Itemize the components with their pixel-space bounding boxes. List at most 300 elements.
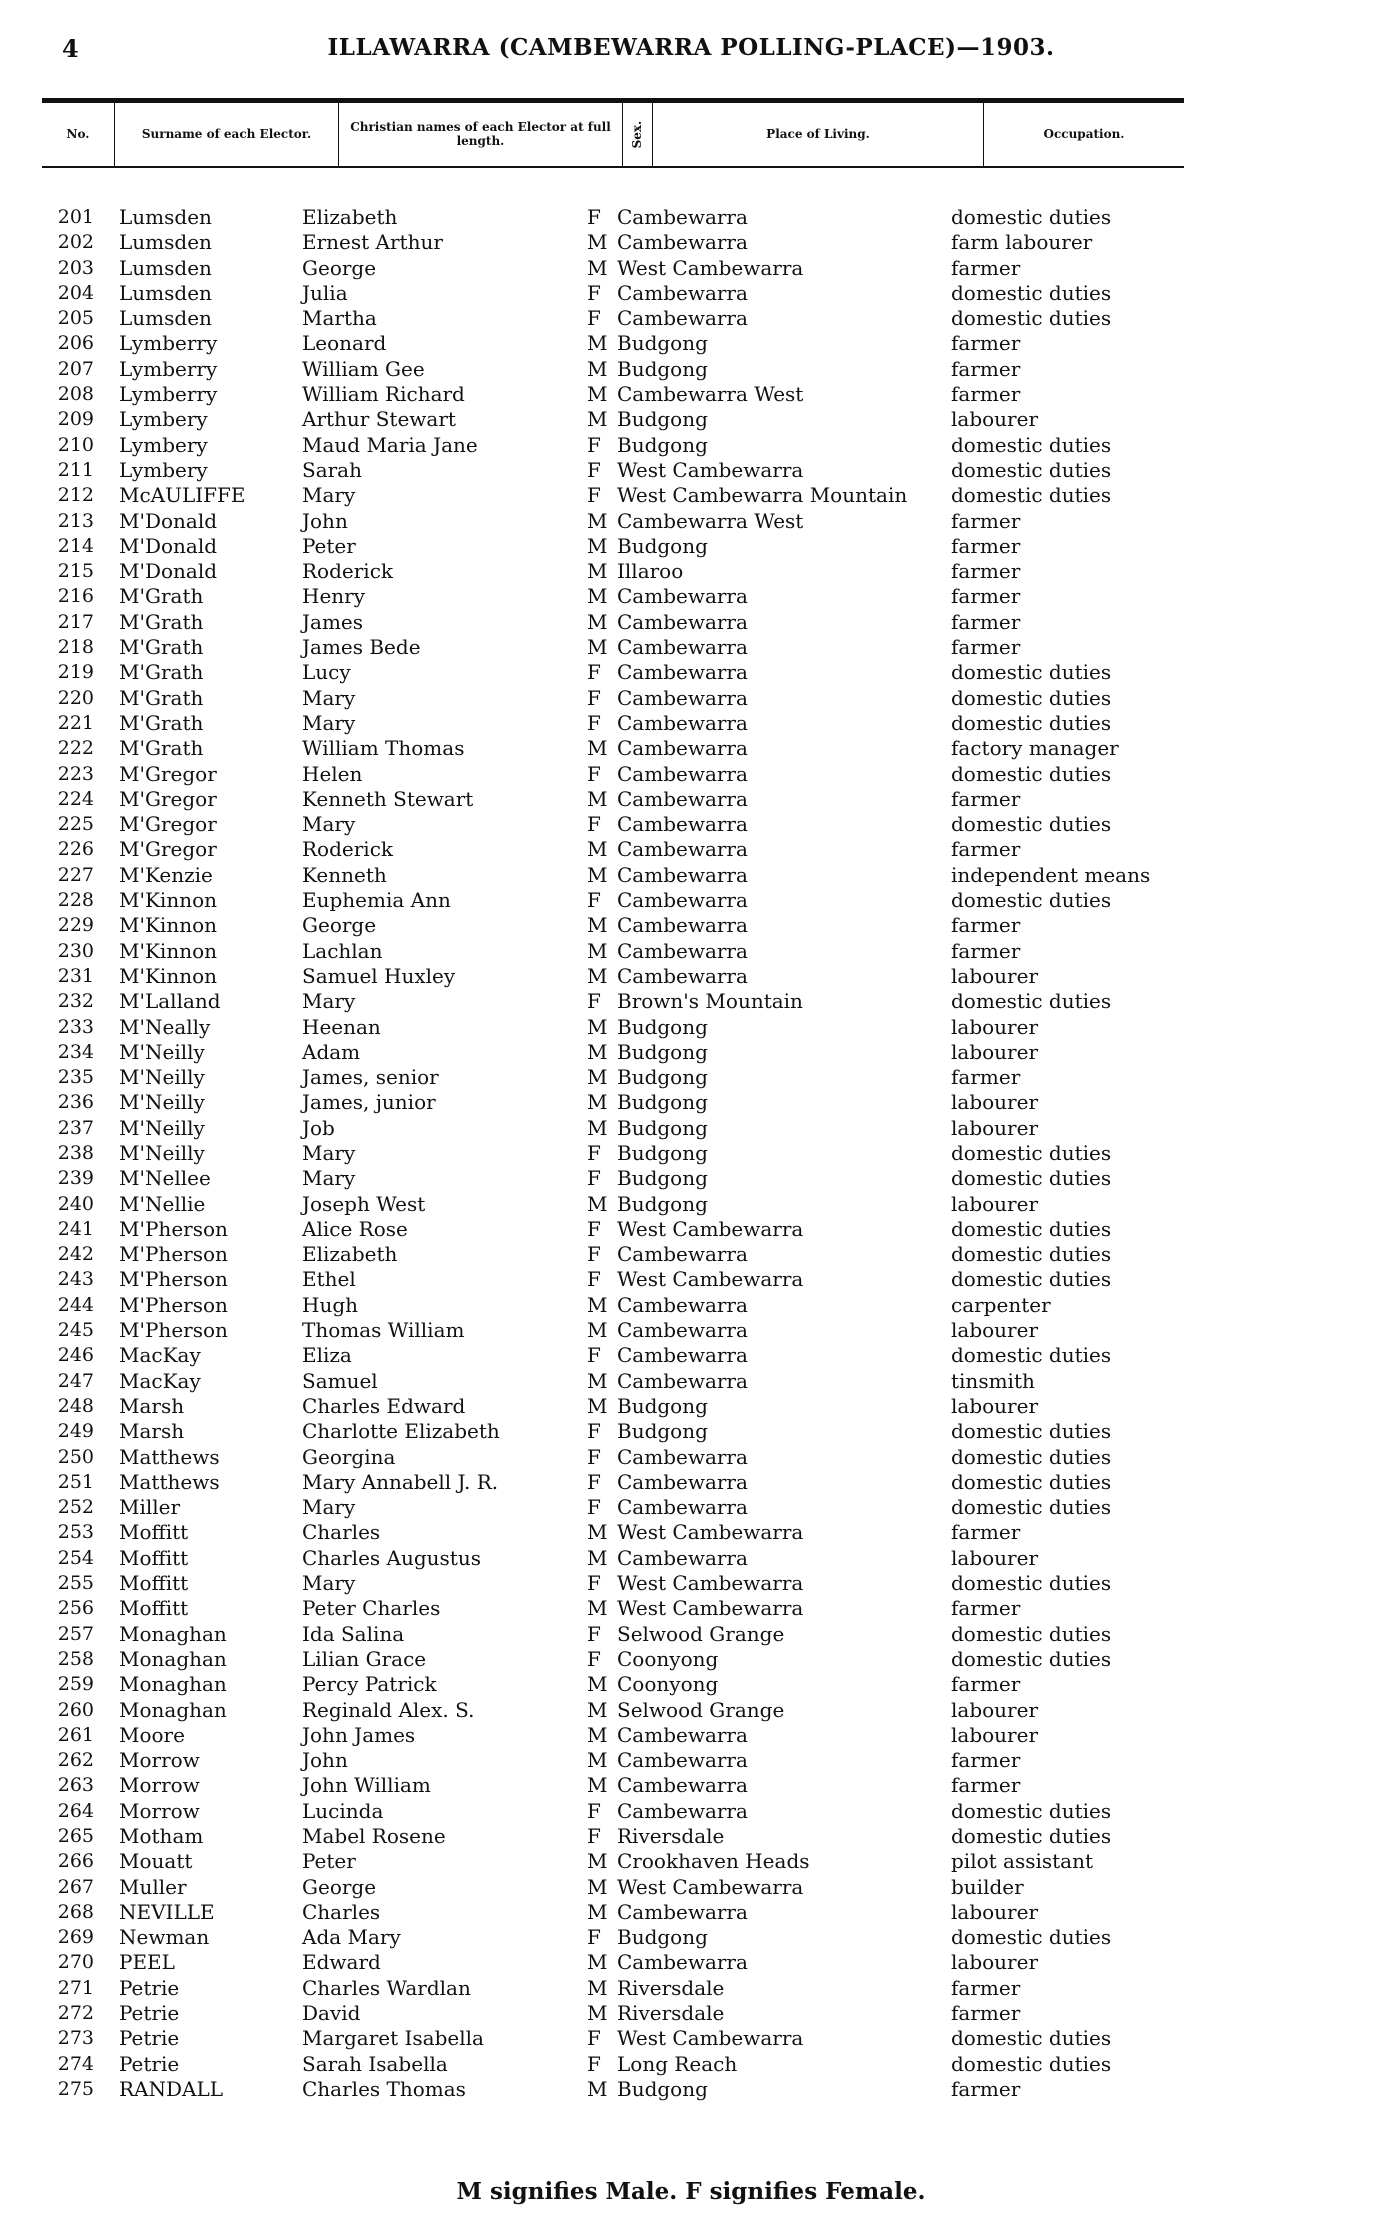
place: Cambewarra xyxy=(617,1343,748,1368)
christian-names: George xyxy=(302,1874,377,1899)
occupation: labourer xyxy=(951,1115,1039,1140)
sex: F xyxy=(587,205,601,229)
row-number: 243 xyxy=(57,1268,94,1291)
place: Cambewarra xyxy=(617,635,748,660)
row-number: 218 xyxy=(57,636,94,659)
place: Cambewarra xyxy=(617,862,748,887)
place: Budgong xyxy=(617,1065,708,1090)
surname: M'Gregor xyxy=(119,837,217,862)
surname: M'Neilly xyxy=(119,1065,205,1090)
occupation: farmer xyxy=(951,1748,1021,1773)
surname: M'Kenzie xyxy=(119,862,213,887)
place: Budgong xyxy=(617,331,708,356)
surname: McAULIFFE xyxy=(119,483,246,508)
table-row xyxy=(0,256,1382,281)
occupation: domestic duties xyxy=(951,1216,1112,1241)
surname: Lymberry xyxy=(119,356,218,381)
place: Cambewarra xyxy=(617,609,748,634)
surname: M'Kinnon xyxy=(119,938,217,963)
row-number: 242 xyxy=(57,1243,94,1266)
table-row xyxy=(0,1950,1382,1975)
surname: Monaghan xyxy=(119,1697,227,1722)
row-number: 224 xyxy=(57,787,94,810)
sex: M xyxy=(587,559,608,584)
row-number: 226 xyxy=(57,838,94,861)
christian-names: Kenneth xyxy=(302,862,387,887)
row-number: 227 xyxy=(57,863,94,886)
sex: M xyxy=(587,533,608,558)
place: Cambewarra xyxy=(617,1722,748,1747)
sex: M xyxy=(587,1393,608,1418)
row-number: 241 xyxy=(57,1217,94,1240)
surname: MacKay xyxy=(119,1343,201,1368)
footer-note: M signifies Male. F signifies Female. xyxy=(456,2178,926,2205)
place: Riversdale xyxy=(617,1824,725,1848)
surname: M'Grath xyxy=(119,660,204,685)
christian-names: Heenan xyxy=(302,1014,381,1039)
sex: M xyxy=(587,584,608,609)
occupation: labourer xyxy=(951,963,1039,988)
surname: M'Grath xyxy=(119,710,204,735)
sex: M xyxy=(587,1748,608,1773)
sex: F xyxy=(587,1140,601,1165)
sex: M xyxy=(587,1039,608,1064)
row-number: 232 xyxy=(57,990,94,1013)
row-number: 240 xyxy=(57,1192,94,1215)
place: Cambewarra xyxy=(617,1242,748,1267)
occupation: farmer xyxy=(951,1672,1021,1697)
sex: M xyxy=(587,1368,608,1393)
place: Budgong xyxy=(617,1039,708,1064)
surname: Lumsden xyxy=(119,205,212,229)
surname: M'Grath xyxy=(119,685,204,710)
row-number: 271 xyxy=(57,1976,94,1999)
sex: F xyxy=(587,1267,601,1292)
surname: Morrow xyxy=(119,1798,200,1823)
table-row xyxy=(0,281,1382,306)
row-number: 267 xyxy=(57,1875,94,1898)
surname: Lymbery xyxy=(119,457,208,482)
table-row xyxy=(0,1318,1382,1343)
place: Budgong xyxy=(617,533,708,558)
occupation: domestic duties xyxy=(951,1469,1112,1494)
surname: M'Pherson xyxy=(119,1216,228,1241)
row-number: 234 xyxy=(57,1040,94,1063)
sex: M xyxy=(587,1975,608,2000)
place: Cambewarra xyxy=(617,205,748,229)
surname: M'Grath xyxy=(119,584,204,609)
table-row xyxy=(0,331,1382,356)
occupation: domestic duties xyxy=(951,1571,1112,1596)
surname: Monaghan xyxy=(119,1621,227,1646)
table-row xyxy=(0,1799,1382,1824)
surname: M'Kinnon xyxy=(119,913,217,938)
table-row xyxy=(0,787,1382,812)
row-number: 254 xyxy=(57,1546,94,1569)
row-number: 206 xyxy=(57,332,94,355)
sex: M xyxy=(587,609,608,634)
occupation: builder xyxy=(951,1874,1024,1899)
table-row xyxy=(0,1217,1382,1242)
surname: Petrie xyxy=(119,2051,180,2076)
row-number: 248 xyxy=(57,1394,94,1417)
table-row xyxy=(0,1875,1382,1900)
christian-names: Lilian Grace xyxy=(302,1646,427,1671)
row-number: 252 xyxy=(57,1496,94,1519)
surname: Monaghan xyxy=(119,1646,227,1671)
row-number: 216 xyxy=(57,585,94,608)
occupation: domestic duties xyxy=(951,306,1112,331)
place: Cambewarra xyxy=(617,761,748,786)
header-sex-label: Sex. xyxy=(629,120,644,149)
table-row xyxy=(0,1546,1382,1571)
sex: F xyxy=(587,710,601,735)
surname: Marsh xyxy=(119,1419,185,1444)
sex: F xyxy=(587,1646,601,1671)
table-row xyxy=(0,1596,1382,1621)
row-number: 255 xyxy=(57,1572,94,1595)
row-number: 237 xyxy=(57,1116,94,1139)
sex: F xyxy=(587,1469,601,1494)
sex: M xyxy=(587,1014,608,1039)
place: Cambewarra xyxy=(617,837,748,862)
christian-names: George xyxy=(302,255,377,280)
sex: M xyxy=(587,736,608,761)
surname: Matthews xyxy=(119,1444,220,1469)
sex: M xyxy=(587,938,608,963)
surname: Moore xyxy=(119,1722,185,1747)
table-row xyxy=(0,1723,1382,1748)
sex: M xyxy=(587,1722,608,1747)
place: Long Reach xyxy=(617,2051,738,2076)
christian-names: Hugh xyxy=(302,1292,359,1317)
occupation: tinsmith xyxy=(951,1368,1035,1393)
row-number: 205 xyxy=(57,307,94,330)
surname: RANDALL xyxy=(119,2076,224,2101)
row-number: 217 xyxy=(57,610,94,633)
christian-names: Samuel Huxley xyxy=(302,963,456,988)
sex: M xyxy=(587,862,608,887)
row-number: 221 xyxy=(57,711,94,734)
christian-names: James xyxy=(302,609,364,634)
christian-names: Leonard xyxy=(302,331,387,356)
occupation: labourer xyxy=(951,1722,1039,1747)
table-row xyxy=(0,736,1382,761)
occupation: domestic duties xyxy=(951,1419,1112,1444)
christian-names: Thomas William xyxy=(302,1318,465,1343)
row-number: 263 xyxy=(57,1774,94,1797)
occupation: labourer xyxy=(951,1697,1039,1722)
table-row xyxy=(0,2052,1382,2077)
occupation: labourer xyxy=(951,1545,1039,1570)
place: Budgong xyxy=(617,1166,708,1191)
surname: M'Neally xyxy=(119,1014,211,1039)
sex: M xyxy=(587,382,608,407)
header-christian-names: Christian names of each Elector at full length. xyxy=(339,103,623,166)
place: Cambewarra xyxy=(617,1773,748,1798)
surname: M'Gregor xyxy=(119,812,217,837)
occupation: domestic duties xyxy=(951,1444,1112,1469)
place: Cambewarra xyxy=(617,1748,748,1773)
sex: F xyxy=(587,1242,601,1267)
occupation: farmer xyxy=(951,837,1021,862)
occupation: domestic duties xyxy=(951,1166,1112,1191)
place: Cambewarra xyxy=(617,306,748,331)
table-row xyxy=(0,989,1382,1014)
surname: Moffitt xyxy=(119,1571,189,1596)
row-number: 231 xyxy=(57,964,94,987)
row-number: 228 xyxy=(57,889,94,912)
surname: Lumsden xyxy=(119,280,212,305)
sex: M xyxy=(587,2001,608,2026)
sex: M xyxy=(587,1697,608,1722)
christian-names: Ada Mary xyxy=(302,1925,401,1950)
place: Budgong xyxy=(617,1140,708,1165)
row-number: 250 xyxy=(57,1445,94,1468)
surname: M'Neilly xyxy=(119,1090,205,1115)
table-row xyxy=(0,407,1382,432)
place: Budgong xyxy=(617,432,708,457)
row-number: 261 xyxy=(57,1723,94,1746)
occupation: domestic duties xyxy=(951,280,1112,305)
place: Cambewarra xyxy=(617,685,748,710)
header-place: Place of Living. xyxy=(653,103,984,166)
place: Cambewarra xyxy=(617,1318,748,1343)
row-number: 208 xyxy=(57,383,94,406)
table-row xyxy=(0,230,1382,255)
place: Budgong xyxy=(617,1191,708,1216)
row-number: 246 xyxy=(57,1344,94,1367)
table-row xyxy=(0,837,1382,862)
row-number: 204 xyxy=(57,281,94,304)
table-row xyxy=(0,1242,1382,1267)
occupation: labourer xyxy=(951,407,1039,432)
table-row xyxy=(0,1267,1382,1292)
sex: F xyxy=(587,761,601,786)
surname: Morrow xyxy=(119,1748,200,1773)
christian-names: Kenneth Stewart xyxy=(302,786,474,811)
occupation: farmer xyxy=(951,913,1021,938)
row-number: 210 xyxy=(57,433,94,456)
christian-names: Mary xyxy=(302,685,356,710)
christian-names: Georgina xyxy=(302,1444,396,1469)
surname: Moffitt xyxy=(119,1596,189,1621)
christian-names: Alice Rose xyxy=(302,1216,408,1241)
christian-names: David xyxy=(302,2001,361,2026)
table-row xyxy=(0,863,1382,888)
occupation: domestic duties xyxy=(951,1798,1112,1823)
occupation: domestic duties xyxy=(951,1646,1112,1671)
christian-names: Charles xyxy=(302,1520,381,1545)
table-row xyxy=(0,1445,1382,1470)
occupation: domestic duties xyxy=(951,1621,1112,1646)
table-row xyxy=(0,2077,1382,2102)
sex: M xyxy=(587,1950,608,1975)
surname: M'Nellee xyxy=(119,1166,211,1191)
sex: M xyxy=(587,255,608,280)
surname: M'Donald xyxy=(119,508,218,533)
christian-names: Lachlan xyxy=(302,938,383,963)
elector-list xyxy=(0,205,1382,2102)
table-row xyxy=(0,1293,1382,1318)
occupation: factory manager xyxy=(951,736,1119,761)
place: West Cambewarra Mountain xyxy=(617,483,908,508)
christian-names: Eliza xyxy=(302,1343,352,1368)
christian-names: Mary Annabell J. R. xyxy=(302,1469,499,1494)
occupation: farmer xyxy=(951,533,1021,558)
place: West Cambewarra xyxy=(617,2026,804,2051)
place: West Cambewarra xyxy=(617,1216,804,1241)
sex: M xyxy=(587,963,608,988)
table-row xyxy=(0,635,1382,660)
occupation: farm labourer xyxy=(951,230,1093,255)
place: Cambewarra xyxy=(617,1444,748,1469)
occupation: farmer xyxy=(951,635,1021,660)
sex: M xyxy=(587,1874,608,1899)
row-number: 266 xyxy=(57,1850,94,1873)
table-row xyxy=(0,888,1382,913)
page-title: ILLAWARRA (CAMBEWARRA POLLING-PLACE)—1903. xyxy=(327,34,1055,61)
table-row xyxy=(0,762,1382,787)
christian-names: Adam xyxy=(302,1039,361,1064)
christian-names: Sarah xyxy=(302,457,362,482)
sex: F xyxy=(587,1166,601,1191)
surname: Lumsden xyxy=(119,230,212,255)
place: Cambewarra West xyxy=(617,382,804,407)
occupation: domestic duties xyxy=(951,1824,1112,1848)
surname: MacKay xyxy=(119,1368,201,1393)
place: Cambewarra xyxy=(617,230,748,255)
christian-names: William Thomas xyxy=(302,736,465,761)
occupation: domestic duties xyxy=(951,432,1112,457)
surname: Muller xyxy=(119,1874,187,1899)
place: Cambewarra xyxy=(617,963,748,988)
christian-names: James, junior xyxy=(302,1090,436,1115)
surname: M'Kinnon xyxy=(119,888,217,913)
sex: M xyxy=(587,1090,608,1115)
surname: M'Kinnon xyxy=(119,963,217,988)
sex: M xyxy=(587,508,608,533)
surname: Petrie xyxy=(119,1975,180,2000)
sex: F xyxy=(587,660,601,685)
occupation: farmer xyxy=(951,1596,1021,1621)
header-sex xyxy=(623,103,653,166)
christian-names: Arthur Stewart xyxy=(302,407,456,432)
sex: F xyxy=(587,1216,601,1241)
occupation: domestic duties xyxy=(951,1925,1112,1950)
occupation: labourer xyxy=(951,1899,1039,1924)
row-number: 251 xyxy=(57,1470,94,1493)
row-number: 211 xyxy=(57,458,94,481)
christian-names: Peter Charles xyxy=(302,1596,441,1621)
sex: F xyxy=(587,1495,601,1520)
christian-names: Elizabeth xyxy=(302,205,398,229)
sex: M xyxy=(587,356,608,381)
place: Budgong xyxy=(617,1393,708,1418)
table-row xyxy=(0,534,1382,559)
table-row xyxy=(0,1748,1382,1773)
place: Cambewarra xyxy=(617,1368,748,1393)
surname: Monaghan xyxy=(119,1672,227,1697)
table-row xyxy=(0,1343,1382,1368)
christian-names: Ernest Arthur xyxy=(302,230,443,255)
christian-names: Martha xyxy=(302,306,377,331)
christian-names: Henry xyxy=(302,584,366,609)
occupation: labourer xyxy=(951,1191,1039,1216)
place: West Cambewarra xyxy=(617,255,804,280)
row-number: 269 xyxy=(57,1926,94,1949)
place: West Cambewarra xyxy=(617,1596,804,1621)
place: Cambewarra West xyxy=(617,508,804,533)
occupation: domestic duties xyxy=(951,1495,1112,1520)
table-row xyxy=(0,1622,1382,1647)
row-number: 256 xyxy=(57,1597,94,1620)
table-row xyxy=(0,2001,1382,2026)
christian-names: Maud Maria Jane xyxy=(302,432,478,457)
christian-names: John William xyxy=(302,1773,431,1798)
place: Cambewarra xyxy=(617,786,748,811)
christian-names: James, senior xyxy=(302,1065,439,1090)
sex: F xyxy=(587,483,601,508)
place: Illaroo xyxy=(617,559,684,584)
table-row xyxy=(0,1065,1382,1090)
occupation: farmer xyxy=(951,356,1021,381)
row-number: 203 xyxy=(57,256,94,279)
sex: M xyxy=(587,1545,608,1570)
sex: F xyxy=(587,1621,601,1646)
christian-names: Samuel xyxy=(302,1368,378,1393)
occupation: domestic duties xyxy=(951,660,1112,685)
occupation: farmer xyxy=(951,938,1021,963)
place: Coonyong xyxy=(617,1646,719,1671)
table-row xyxy=(0,1369,1382,1394)
table-row xyxy=(0,1470,1382,1495)
surname: M'Donald xyxy=(119,559,218,584)
sex: M xyxy=(587,1115,608,1140)
surname: Lymberry xyxy=(119,382,218,407)
christian-names: John xyxy=(302,1748,348,1773)
row-number: 215 xyxy=(57,560,94,583)
place: Cambewarra xyxy=(617,736,748,761)
table-header xyxy=(42,98,1184,168)
row-number: 219 xyxy=(57,661,94,684)
occupation: farmer xyxy=(951,609,1021,634)
place: Cambewarra xyxy=(617,660,748,685)
row-number: 213 xyxy=(57,509,94,532)
surname: Mouatt xyxy=(119,1849,193,1874)
surname: M'Donald xyxy=(119,533,218,558)
table-row xyxy=(0,483,1382,508)
surname: Petrie xyxy=(119,2026,180,2051)
surname: M'Grath xyxy=(119,635,204,660)
surname: M'Pherson xyxy=(119,1242,228,1267)
place: Budgong xyxy=(617,407,708,432)
row-number: 229 xyxy=(57,914,94,937)
surname: Marsh xyxy=(119,1393,185,1418)
sex: F xyxy=(587,457,601,482)
place: Brown's Mountain xyxy=(617,989,803,1014)
surname: Miller xyxy=(119,1495,181,1520)
table-row xyxy=(0,1849,1382,1874)
place: Coonyong xyxy=(617,1672,719,1697)
sex: M xyxy=(587,1899,608,1924)
place: West Cambewarra xyxy=(617,1874,804,1899)
row-number: 249 xyxy=(57,1420,94,1443)
sex: M xyxy=(587,1596,608,1621)
surname: M'Nellie xyxy=(119,1191,206,1216)
occupation: farmer xyxy=(951,2076,1021,2101)
place: Cambewarra xyxy=(617,1950,748,1975)
